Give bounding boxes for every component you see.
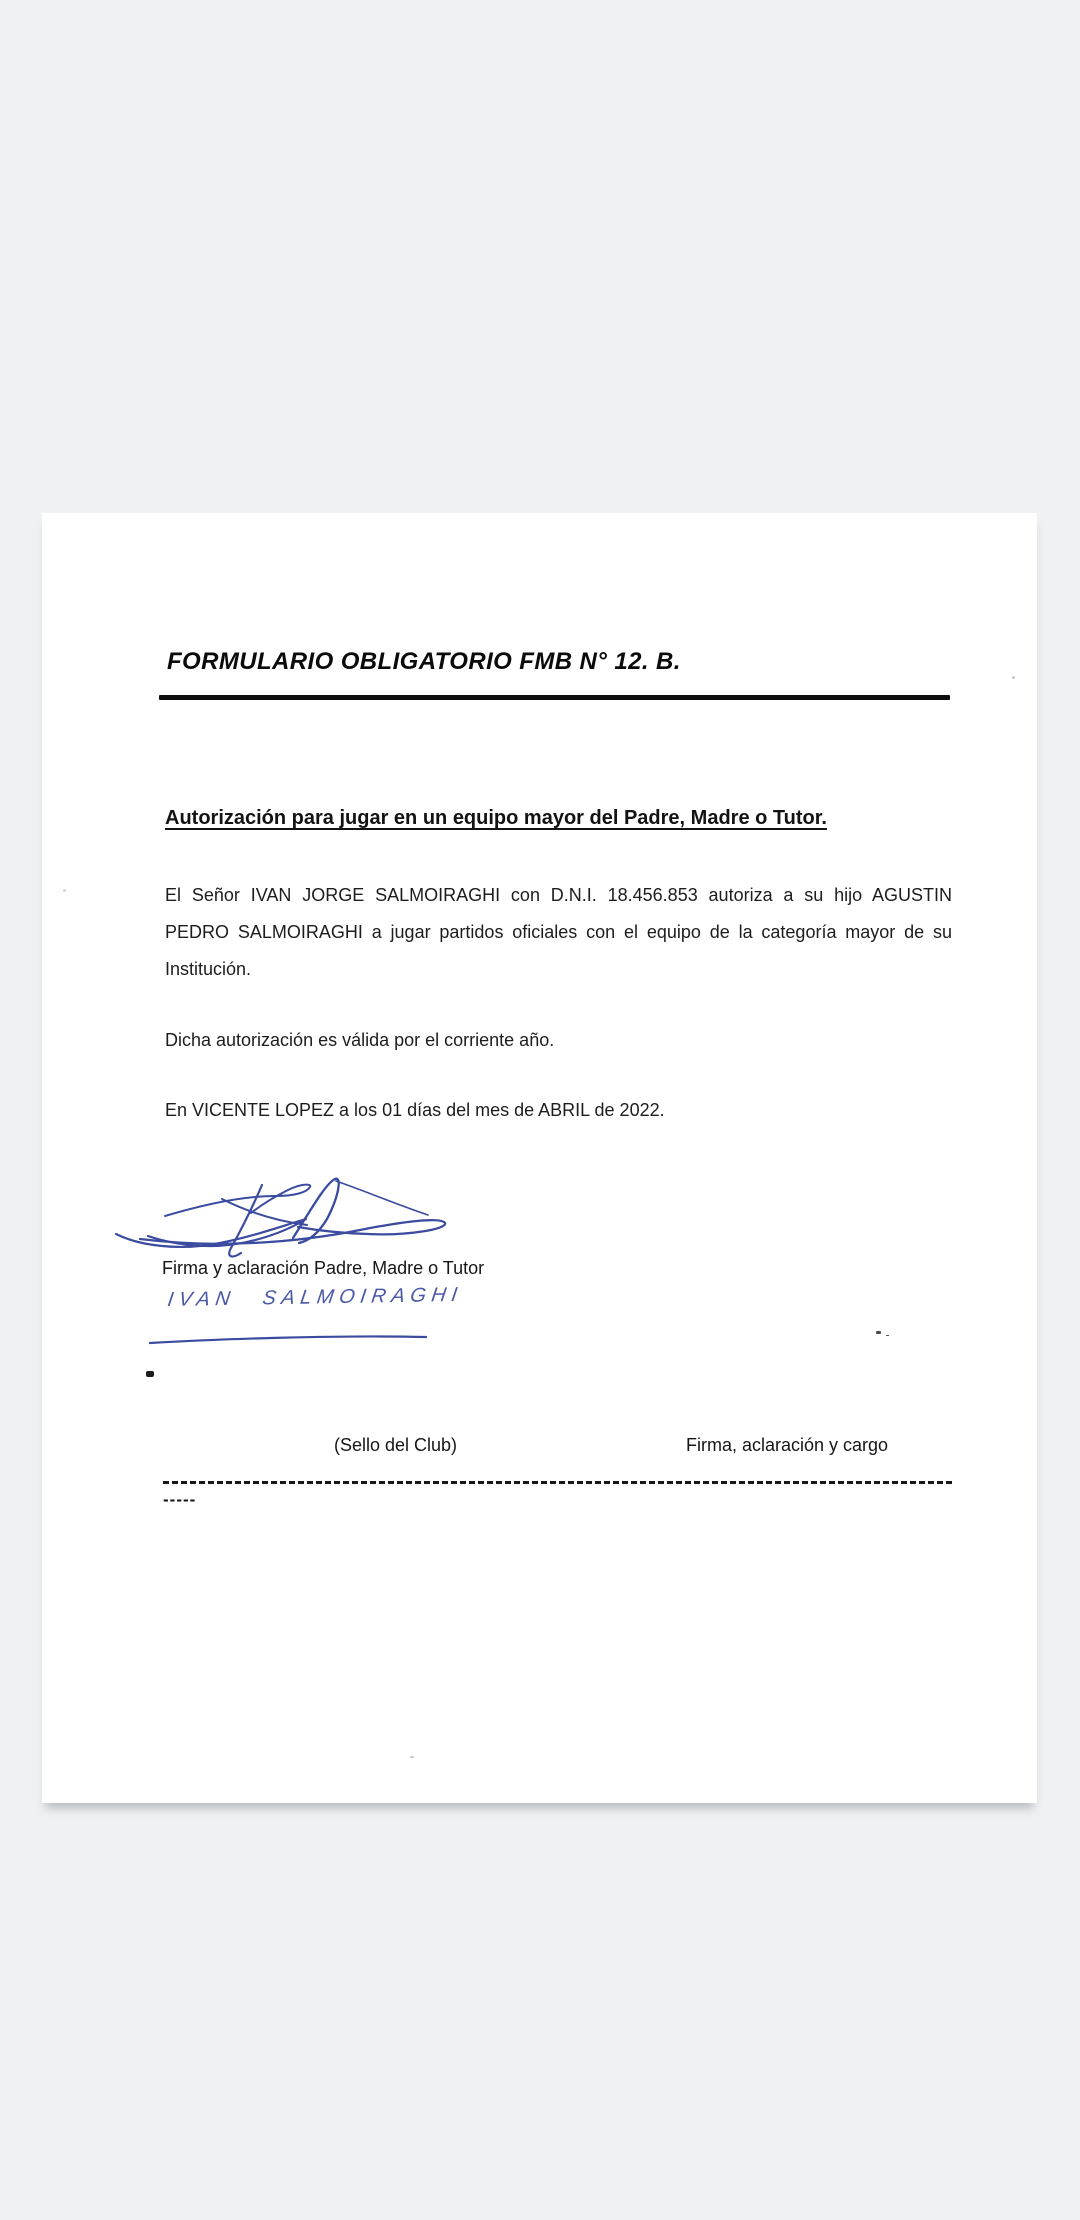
place-date-statement: En VICENTE LOPEZ a los 01 días del mes de ABRIL de 2022.: [165, 1100, 665, 1120]
document-page: [42, 513, 1037, 1803]
dashed-separator: [163, 1481, 954, 1484]
seal-label: (Sello del Club): [334, 1435, 458, 1455]
name-underline-ink: [148, 1331, 430, 1347]
scan-artifact-dot: [876, 1331, 881, 1334]
validity-statement: Dicha autorización es válida por el corriente año.: [165, 1030, 555, 1050]
form-heading: Autorización para jugar en un equipo mayor del Padre, Madre o Tutor.: [165, 807, 827, 829]
ink-dot-artifact: [146, 1371, 154, 1377]
role-signature-label: Firma, aclaración y cargo: [686, 1435, 889, 1455]
signature-label: Firma y aclaración Padre, Madre o Tutor: [162, 1258, 485, 1278]
scan-artifact-dot: [63, 889, 66, 892]
form-title: FORMULARIO OBLIGATORIO FMB N° 12. B.: [167, 648, 681, 675]
paragraph-line-2: PEDRO SALMOIRAGHI a jugar partidos oficiales con el equipo de la categoría mayor de su: [165, 922, 952, 942]
paragraph-line-1: El Señor IVAN JORGE SALMOIRAGHI con D.N.I. 18.456.853 autoriza a su hijo AGUSTIN: [165, 885, 952, 905]
scan-artifact-dot: [410, 1756, 414, 1758]
title-rule: [159, 695, 950, 700]
authorization-paragraph: [165, 877, 952, 988]
dashed-separator-continuation: -----: [163, 1490, 197, 1509]
handwritten-name: IVAN SALMOIRAGHI: [166, 1283, 465, 1312]
paragraph-line-3: Institución.: [165, 959, 252, 979]
scan-artifact-dot: [1012, 676, 1015, 679]
signature-ink: [110, 1168, 455, 1263]
